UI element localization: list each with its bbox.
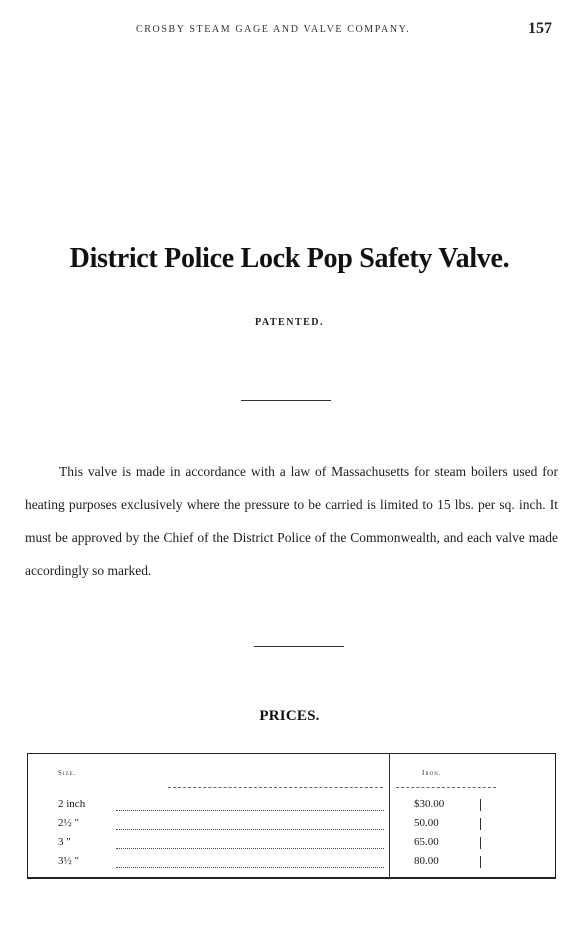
column-tick — [480, 856, 481, 868]
size-cell: 3 " — [58, 836, 71, 848]
patented-label: PATENTED. — [255, 317, 324, 328]
dot-leader — [116, 840, 384, 849]
header-rule — [396, 787, 496, 788]
dot-leader — [116, 821, 384, 830]
running-title: CROSBY STEAM GAGE AND VALVE COMPANY. — [136, 24, 411, 35]
size-cell: 2½ " — [58, 817, 79, 829]
price-cell: $30.00 — [414, 798, 445, 810]
dot-leader — [116, 859, 384, 868]
running-head — [0, 20, 579, 40]
table-row — [28, 817, 555, 833]
column-tick — [480, 818, 481, 830]
price-table — [27, 753, 556, 879]
column-tick — [480, 799, 481, 811]
prices-heading: PRICES. — [259, 708, 320, 724]
column-tick — [480, 837, 481, 849]
header-rule — [168, 787, 383, 788]
page-title: District Police Lock Pop Safety Valve. — [69, 243, 510, 274]
description-paragraph: This valve is made in accordance with a law of Massachusetts for steam boilers used for heating purposes exclusively where the pressure to be carried is limited to 15 lbs. per sq. inch. It must be approved by the Chief of the District Police of the Commonwealth, and each valve made accordingly so marked. — [25, 464, 558, 578]
size-cell: 3½ " — [58, 855, 79, 867]
price-cell: 50.00 — [414, 817, 439, 829]
description-text — [25, 455, 558, 587]
section-divider — [241, 400, 331, 401]
column-header-iron: Iron. — [422, 769, 442, 777]
table-row — [28, 855, 555, 871]
price-cell: 80.00 — [414, 855, 439, 867]
page-number: 157 — [528, 20, 552, 37]
table-row — [28, 798, 555, 814]
dot-leader — [116, 802, 384, 811]
size-cell: 2 inch — [58, 798, 86, 810]
section-divider — [254, 646, 344, 647]
table-row — [28, 836, 555, 852]
price-cell: 65.00 — [414, 836, 439, 848]
column-header-size: Size. — [58, 769, 77, 777]
